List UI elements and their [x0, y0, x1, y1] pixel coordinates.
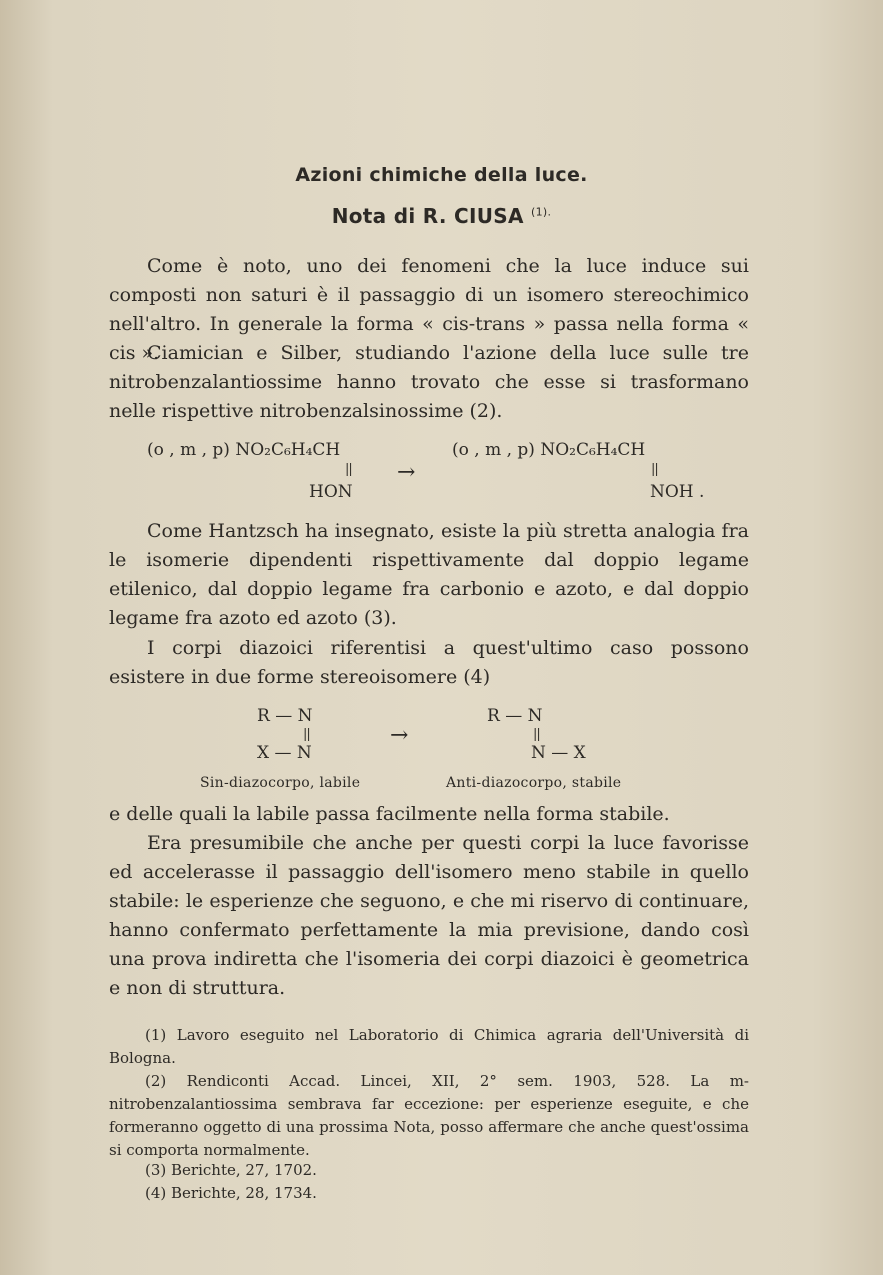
footnote-text: (3) Berichte, 27, 1702.: [145, 1161, 317, 1179]
paragraph-text: I corpi diazoici riferentisi a quest'ultimo caso possono esistere in due forme stereoisomere (4): [109, 637, 749, 688]
footnote-1: [109, 1024, 749, 1070]
paragraph-text: Ciamician e Silber, studiando l'azione della luce sulle tre nitrobenzalantiossime hanno trovato che esse si trasformano nelle rispettive nitrobenzalsinossime (2).: [109, 342, 749, 422]
scheme2-left-top: R — N: [257, 706, 313, 726]
footnote-text: (2) Rendiconti Accad. Lincei, XII, 2° sem. 1903, 528. La m-nitrobenzalantiossima sembrava far eccezione: per esperienze eseguite, e che formeranno oggetto di una prossima Nota, posso affermare che anche quest'ossima si comporta normalmente.: [109, 1072, 749, 1159]
paragraph-6: [109, 829, 749, 1003]
scheme1-arrow: →: [397, 460, 416, 485]
scheme1-right-top: (o , m , p) NO₂C₆H₄CH: [452, 440, 646, 460]
paragraph-3: [109, 517, 749, 633]
scheme2-left-caption: Sin-diazocorpo, labile: [200, 775, 361, 791]
footnote-text: (4) Berichte, 28, 1734.: [145, 1184, 317, 1202]
footnote-4: [109, 1182, 749, 1205]
author-line: Nota di R. CIUSA: [331, 204, 524, 228]
paragraph-text: Come è noto, uno dei fenomeni che la luce induce sui composti non saturi è il passaggio di un isomero stereochimico nell'altro. In generale la forma « cis-trans » passa nella forma « cis ».: [109, 255, 749, 364]
scheme2-right-caption: Anti-diazocorpo, stabile: [446, 775, 622, 791]
scheme2-right-bottom: N — X: [531, 743, 586, 763]
scheme1-right-bottom: NOH .: [650, 482, 705, 502]
footnote-text: (1) Lavoro eseguito nel Laboratorio di Chimica agraria dell'Università di Bologna.: [109, 1026, 749, 1067]
scheme1-left-bottom: HON: [309, 482, 353, 502]
footnote-ref: (1).: [531, 205, 552, 219]
paragraph-text: e delle quali la labile passa facilmente nella forma stabile.: [109, 803, 670, 825]
scheme2-arrow: →: [390, 723, 409, 748]
paragraph-2: [109, 339, 749, 426]
paragraph-text: Era presumibile che anche per questi corpi la luce favorisse ed accelerasse il passaggio dell'isomero meno stabile in quello stabile: le esperienze che seguono, e che mi riservo di continuare, hanno confermato perfettamente la mia previsione, dando così una prova indiretta che l'isomeria dei corpi diazoici è geometrica e non di struttura.: [109, 832, 749, 999]
scheme1-left-top: (o , m , p) NO₂C₆H₄CH: [147, 440, 341, 460]
article-title: Azioni chimiche della luce.: [295, 164, 588, 186]
scheme1-left-bond: ||: [345, 462, 352, 477]
paragraph-4: [109, 634, 749, 692]
article-subtitle: [0, 204, 883, 228]
scheme2-right-top: R — N: [487, 706, 543, 726]
footnote-2: [109, 1070, 749, 1162]
scheme2-right-bond: ||: [533, 727, 540, 742]
footnote-3: [109, 1159, 749, 1182]
paragraph-text: Come Hantzsch ha insegnato, esiste la più stretta analogia fra le isomerie dipendenti rispettivamente dal doppio legame etilenico, dal doppio legame fra carbonio e azoto, e dal doppio legame fra azoto ed azoto (3).: [109, 520, 749, 629]
paragraph-5: [109, 800, 749, 829]
scheme2-left-bond: ||: [303, 727, 310, 742]
scheme2-left-bottom: X — N: [257, 743, 312, 763]
scheme1-right-bond: ||: [651, 462, 658, 477]
